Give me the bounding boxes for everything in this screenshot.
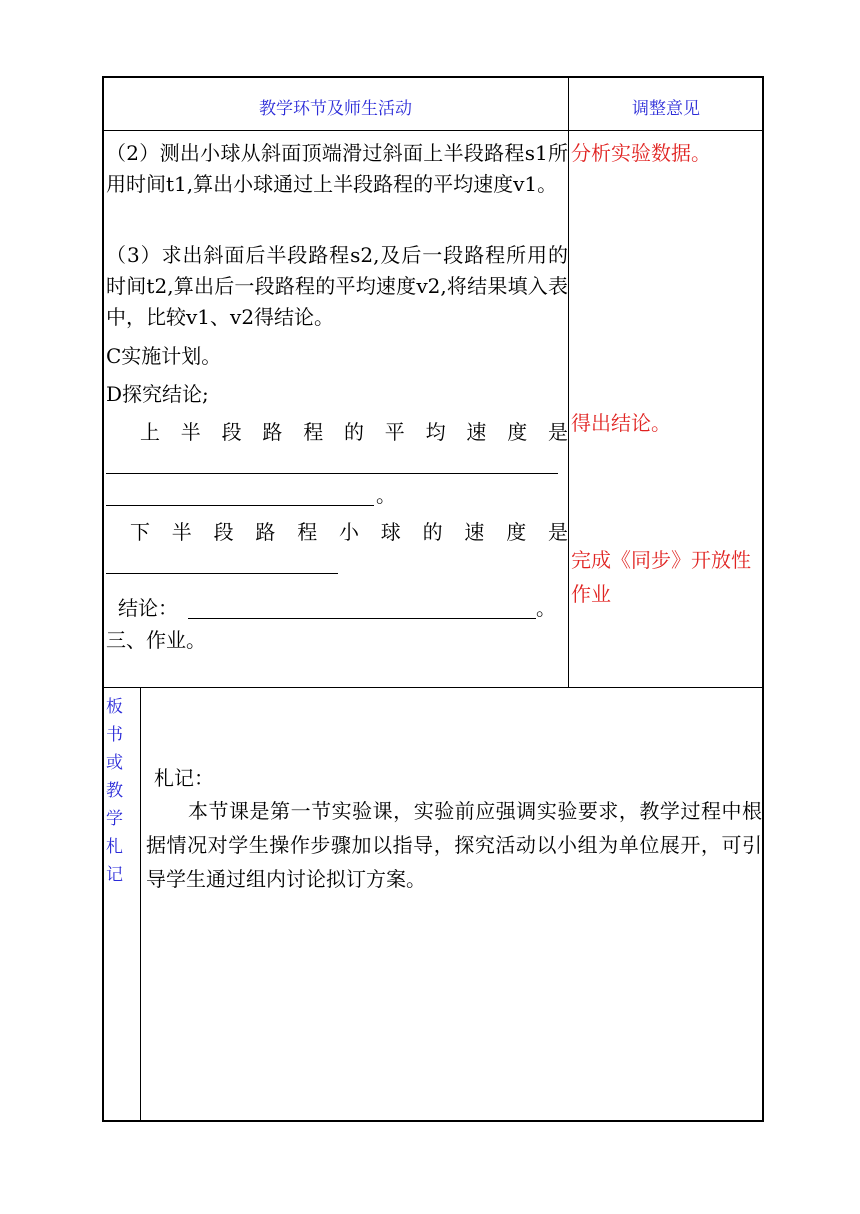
notes-title: 札记： xyxy=(154,766,214,790)
sidebar-char: 书 xyxy=(106,725,123,745)
step-3: （3）求出斜面后半段路程s2,及后一段路程所用的时间t2,算出后一段路程的平均速度v2,将结果填入表中，比较v1、v2得结论。 xyxy=(106,243,568,329)
step-2: （2）测出小球从斜面顶端滑过斜面上半段路程s1所用时间t1,算出小球通过上半段路程的平均速度v1。 xyxy=(106,141,568,196)
upper-period: 。 xyxy=(376,483,396,507)
notes-body: 本节课是第一节实验课，实验前应强调实验要求，教学过程中根据情况对学生操作步骤加以指导，探究活动以小组为单位展开，可引导学生通过组内讨论拟订方案。 xyxy=(146,799,762,891)
remark-homework: 完成《同步》开放性作业 xyxy=(571,548,751,606)
sidebar-char: 或 xyxy=(106,753,123,773)
answer-blank-upper-2 xyxy=(106,505,374,506)
sidebar-char: 板 xyxy=(106,697,123,717)
column-divider xyxy=(568,77,569,688)
upper-speed-prompt: 上 半 段 路 程 的 平 均 速 度 是 xyxy=(140,420,568,444)
section-rule xyxy=(103,687,763,688)
sidebar-char: 记 xyxy=(106,865,123,885)
answer-blank-conclusion xyxy=(188,618,536,619)
conclusion-label: 结论： xyxy=(118,596,178,620)
sidebar-char: 学 xyxy=(106,809,123,829)
answer-blank-lower xyxy=(106,573,338,574)
header-rule xyxy=(103,130,763,131)
header-activities: 教学环节及师生活动 xyxy=(259,99,412,119)
step-c: C实施计划。 xyxy=(106,344,222,368)
remark-conclusion: 得出结论。 xyxy=(571,411,671,435)
step-d: D探究结论; xyxy=(106,382,209,406)
sidebar-label xyxy=(106,693,126,889)
conclusion-period: 。 xyxy=(536,596,556,620)
header-adjustments: 调整意见 xyxy=(632,99,700,119)
sidebar-char: 教 xyxy=(106,781,123,801)
sidebar-char: 札 xyxy=(106,837,123,857)
homework-heading: 三、作业。 xyxy=(106,628,206,652)
remark-analyze-data: 分析实验数据。 xyxy=(571,141,711,165)
sidebar-divider xyxy=(140,688,141,1120)
lower-speed-prompt: 下 半 段 路 程 小 球 的 速 度 是 xyxy=(130,520,568,544)
answer-blank-upper-1 xyxy=(106,473,558,474)
